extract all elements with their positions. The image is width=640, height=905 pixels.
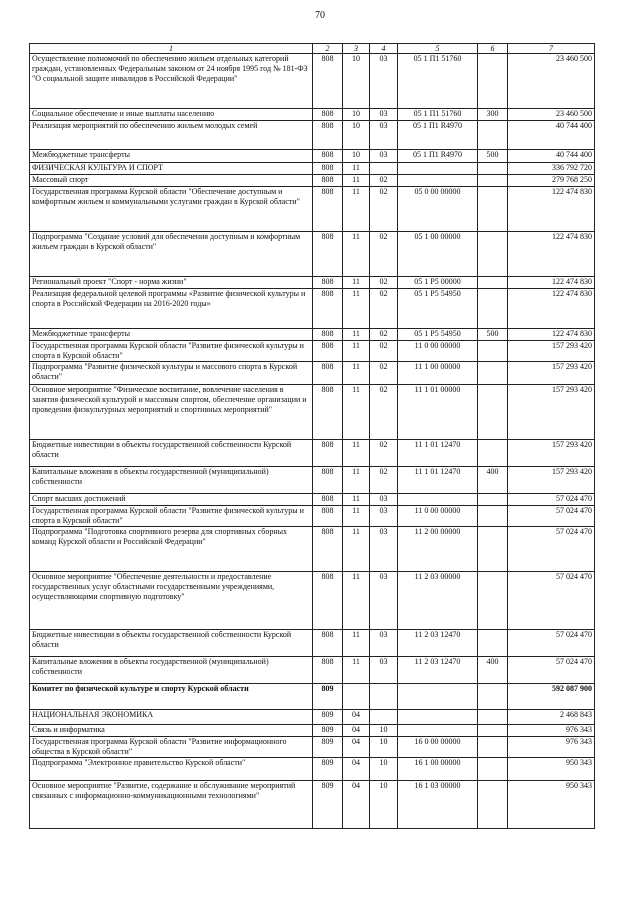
row-name: Государственная программа Курской области "Обеспечение доступным и комфортным жильем и коммунальными услугами граждан в Курской области" [30,187,313,232]
subsection-code: 03 [370,494,398,506]
table-row [30,758,595,781]
target-article: 05 1 00 00000 [398,232,478,277]
ministry-code: 808 [313,54,343,109]
ministry-code: 808 [313,385,343,440]
target-article: 16 0 00 00000 [398,737,478,758]
amount: 950 343 [508,758,595,781]
amount: 2 468 843 [508,710,595,725]
section-code: 04 [343,710,370,725]
subsection-code: 10 [370,737,398,758]
section-code: 11 [343,527,370,572]
table-row [30,289,595,329]
expense-type: 500 [478,150,508,163]
subsection-code: 03 [370,54,398,109]
target-article [398,725,478,737]
section-code: 11 [343,277,370,289]
expense-type [478,163,508,175]
column-number: 5 [398,44,478,54]
amount: 336 792 720 [508,163,595,175]
ministry-code: 809 [313,781,343,829]
row-name: Связь и информатика [30,725,313,737]
target-article [398,684,478,710]
target-article: 11 2 00 00000 [398,527,478,572]
row-name: Капитальные вложения в объекты государственной (муниципальной) собственности [30,657,313,684]
row-name: Межбюджетные трансферты [30,150,313,163]
amount: 157 293 420 [508,362,595,385]
section-code [343,684,370,710]
expense-type [478,187,508,232]
target-article: 11 1 01 00000 [398,385,478,440]
table-row [30,163,595,175]
amount: 592 087 900 [508,684,595,710]
expense-type [478,277,508,289]
amount: 122 474 830 [508,187,595,232]
expense-type: 500 [478,329,508,341]
target-article: 05 1 P5 54950 [398,329,478,341]
column-number-row [30,44,595,54]
subsection-code: 02 [370,187,398,232]
subsection-code: 02 [370,440,398,467]
amount: 57 024 470 [508,494,595,506]
subsection-code: 03 [370,657,398,684]
ministry-code: 808 [313,175,343,187]
section-code: 11 [343,440,370,467]
target-article: 05 0 00 00000 [398,187,478,232]
section-code: 04 [343,725,370,737]
target-article [398,494,478,506]
expense-type [478,781,508,829]
subsection-code: 02 [370,232,398,277]
ministry-code: 808 [313,109,343,121]
amount: 157 293 420 [508,440,595,467]
ministry-code: 808 [313,630,343,657]
section-code: 04 [343,758,370,781]
ministry-code: 808 [313,329,343,341]
amount: 40 744 400 [508,150,595,163]
row-name: Государственная программа Курской области "Развитие информационного общества в Курской области" [30,737,313,758]
table-row [30,440,595,467]
section-code: 10 [343,150,370,163]
amount: 157 293 420 [508,467,595,494]
table-row [30,362,595,385]
target-article: 11 2 03 12470 [398,657,478,684]
row-name: Социальное обеспечение и иные выплаты населению [30,109,313,121]
amount: 157 293 420 [508,385,595,440]
ministry-code: 808 [313,440,343,467]
amount: 279 768 250 [508,175,595,187]
ministry-code: 808 [313,187,343,232]
section-code: 11 [343,494,370,506]
row-name: Бюджетные инвестиции в объекты государственной собственности Курской области [30,630,313,657]
section-code: 04 [343,737,370,758]
table-row [30,781,595,829]
table-row [30,527,595,572]
table-row [30,467,595,494]
expense-type [478,506,508,527]
target-article: 05 1 П1 R4970 [398,150,478,163]
row-name: Основное мероприятие "Обеспечение деятельности и предоставление государственных услуг областными государственными учреждениями, осуществляющими спортивную подготовку" [30,572,313,630]
section-code: 11 [343,630,370,657]
section-code: 11 [343,341,370,362]
row-name: ФИЗИЧЕСКАЯ КУЛЬТУРА И СПОРТ [30,163,313,175]
ministry-code: 808 [313,232,343,277]
section-code: 11 [343,175,370,187]
expense-type [478,289,508,329]
amount: 40 744 400 [508,121,595,150]
subsection-code: 03 [370,630,398,657]
section-code: 11 [343,187,370,232]
row-name: Государственная программа Курской области "Развитие физической культуры и спорта в Курской области" [30,506,313,527]
column-number: 3 [343,44,370,54]
column-number: 7 [508,44,595,54]
target-article: 11 2 03 12470 [398,630,478,657]
amount: 976 343 [508,725,595,737]
expense-type [478,725,508,737]
subsection-code: 02 [370,329,398,341]
section-code: 10 [343,54,370,109]
table-row [30,385,595,440]
ministry-code: 808 [313,121,343,150]
amount: 122 474 830 [508,277,595,289]
page-number: 70 [315,10,325,21]
expense-type [478,175,508,187]
target-article: 11 1 01 12470 [398,440,478,467]
ministry-code: 808 [313,467,343,494]
amount: 122 474 830 [508,289,595,329]
subsection-code: 02 [370,467,398,494]
column-number: 6 [478,44,508,54]
table-row [30,277,595,289]
row-name: Осуществление полномочий по обеспечению жильем отдельных категорий граждан, установленных Федеральным законом от 24 ноября 1995 год № 181-ФЗ "О социальной защите инвалидов в Российской Федерации" [30,54,313,109]
target-article: 11 2 03 00000 [398,572,478,630]
column-number: 1 [30,44,313,54]
ministry-code: 809 [313,684,343,710]
expense-type [478,385,508,440]
row-name: Подпрограмма "Электронное правительство Курской области" [30,758,313,781]
section-code: 11 [343,329,370,341]
subsection-code: 03 [370,527,398,572]
amount: 122 474 830 [508,232,595,277]
expense-type [478,121,508,150]
target-article: 11 1 01 12470 [398,467,478,494]
section-code: 11 [343,657,370,684]
expense-type [478,710,508,725]
subsection-code: 02 [370,289,398,329]
target-article [398,175,478,187]
row-name: Реализация федеральной целевой программы «Развитие физической культуры и спорта в Российской Федерации на 2016-2020 годы» [30,289,313,329]
subsection-code: 10 [370,758,398,781]
ministry-code: 809 [313,758,343,781]
subsection-code [370,163,398,175]
table-row [30,109,595,121]
subsection-code: 10 [370,781,398,829]
expense-type [478,232,508,277]
row-name: Массовый спорт [30,175,313,187]
table-row [30,657,595,684]
subsection-code: 02 [370,362,398,385]
table-row [30,232,595,277]
target-article: 05 1 П1 51760 [398,54,478,109]
table-row [30,572,595,630]
ministry-code: 808 [313,150,343,163]
subsection-code: 03 [370,121,398,150]
row-name: Основное мероприятие "Физическое воспитание, вовлечение населения в занятия физической культурой и массовым спортом, обеспечение организации и проведения физкультурных мероприятий и спортивных мероприятий" [30,385,313,440]
expense-type [478,527,508,572]
section-code: 04 [343,781,370,829]
ministry-code: 809 [313,710,343,725]
ministry-code: 808 [313,289,343,329]
section-code: 11 [343,232,370,277]
table-row [30,630,595,657]
amount: 57 024 470 [508,527,595,572]
row-name: Подпрограмма "Подготовка спортивного резерва для спортивных сборных команд Курской области и Российской Федерации" [30,527,313,572]
table-row [30,121,595,150]
subsection-code [370,684,398,710]
ministry-code: 808 [313,494,343,506]
column-number: 2 [313,44,343,54]
target-article: 05 1 П1 51760 [398,109,478,121]
expense-type [478,684,508,710]
subsection-code: 02 [370,385,398,440]
expense-type [478,341,508,362]
ministry-code: 808 [313,362,343,385]
amount: 57 024 470 [508,506,595,527]
section-code: 11 [343,506,370,527]
expense-type [478,630,508,657]
amount: 976 343 [508,737,595,758]
amount: 57 024 470 [508,657,595,684]
expense-type: 300 [478,109,508,121]
row-name: Реализация мероприятий по обеспечению жильем молодых семей [30,121,313,150]
table-row [30,684,595,710]
amount: 157 293 420 [508,341,595,362]
section-code: 11 [343,163,370,175]
target-article [398,710,478,725]
table-row [30,54,595,109]
subsection-code: 03 [370,572,398,630]
ministry-code: 808 [313,506,343,527]
table-row [30,187,595,232]
table-row [30,737,595,758]
ministry-code: 808 [313,657,343,684]
subsection-code: 10 [370,725,398,737]
ministry-code: 808 [313,341,343,362]
table-row [30,725,595,737]
target-article: 11 0 00 00000 [398,341,478,362]
target-article: 11 1 00 00000 [398,362,478,385]
row-name: Спорт высших достижений [30,494,313,506]
subsection-code: 02 [370,175,398,187]
subsection-code: 03 [370,506,398,527]
row-name: Основное мероприятие "Развитие, содержание и обслуживание мероприятий связанных с информационно-коммуникационными технологиями" [30,781,313,829]
budget-table [29,43,595,829]
subsection-code: 03 [370,150,398,163]
section-code: 11 [343,467,370,494]
section-code: 11 [343,362,370,385]
amount: 23 460 500 [508,54,595,109]
ministry-code: 809 [313,725,343,737]
section-code: 11 [343,289,370,329]
subsection-code [370,710,398,725]
target-article: 16 1 00 00000 [398,758,478,781]
table-row [30,175,595,187]
amount: 57 024 470 [508,630,595,657]
row-name: Региональный проект "Спорт - норма жизни" [30,277,313,289]
ministry-code: 808 [313,572,343,630]
expense-type [478,494,508,506]
expense-type [478,758,508,781]
amount: 950 343 [508,781,595,829]
table-row [30,710,595,725]
table-row [30,329,595,341]
expense-type [478,440,508,467]
table-row [30,341,595,362]
ministry-code: 809 [313,737,343,758]
row-name: НАЦИОНАЛЬНАЯ ЭКОНОМИКА [30,710,313,725]
section-code: 10 [343,109,370,121]
section-code: 11 [343,385,370,440]
section-code: 10 [343,121,370,150]
row-name: Комитет по физической культуре и спорту Курской области [30,684,313,710]
amount: 122 474 830 [508,329,595,341]
subsection-code: 02 [370,341,398,362]
ministry-code: 808 [313,277,343,289]
expense-type: 400 [478,467,508,494]
row-name: Подпрограмма "Создание условий для обеспечения доступным и комфортным жильем граждан в Курской области" [30,232,313,277]
ministry-code: 808 [313,527,343,572]
row-name: Государственная программа Курской области "Развитие физической культуры и спорта в Курской области" [30,341,313,362]
expense-type [478,54,508,109]
target-article: 11 0 00 00000 [398,506,478,527]
target-article: 05 1 P5 00000 [398,277,478,289]
amount: 57 024 470 [508,572,595,630]
row-name: Капитальные вложения в объекты государственной (муниципальной) собственности [30,467,313,494]
subsection-code: 02 [370,277,398,289]
row-name: Межбюджетные трансферты [30,329,313,341]
section-code: 11 [343,572,370,630]
column-number: 4 [370,44,398,54]
target-article: 16 1 03 00000 [398,781,478,829]
expense-type [478,737,508,758]
expense-type [478,362,508,385]
table-row [30,494,595,506]
row-name: Подпрограмма "Развитие физической культуры и массового спорта в Курской области" [30,362,313,385]
expense-type [478,572,508,630]
subsection-code: 03 [370,109,398,121]
target-article: 05 1 П1 R4970 [398,121,478,150]
target-article: 05 1 P5 54950 [398,289,478,329]
ministry-code: 808 [313,163,343,175]
amount: 23 460 500 [508,109,595,121]
table-row [30,150,595,163]
target-article [398,163,478,175]
row-name: Бюджетные инвестиции в объекты государственной собственности Курской области [30,440,313,467]
table-row [30,506,595,527]
expense-type: 400 [478,657,508,684]
